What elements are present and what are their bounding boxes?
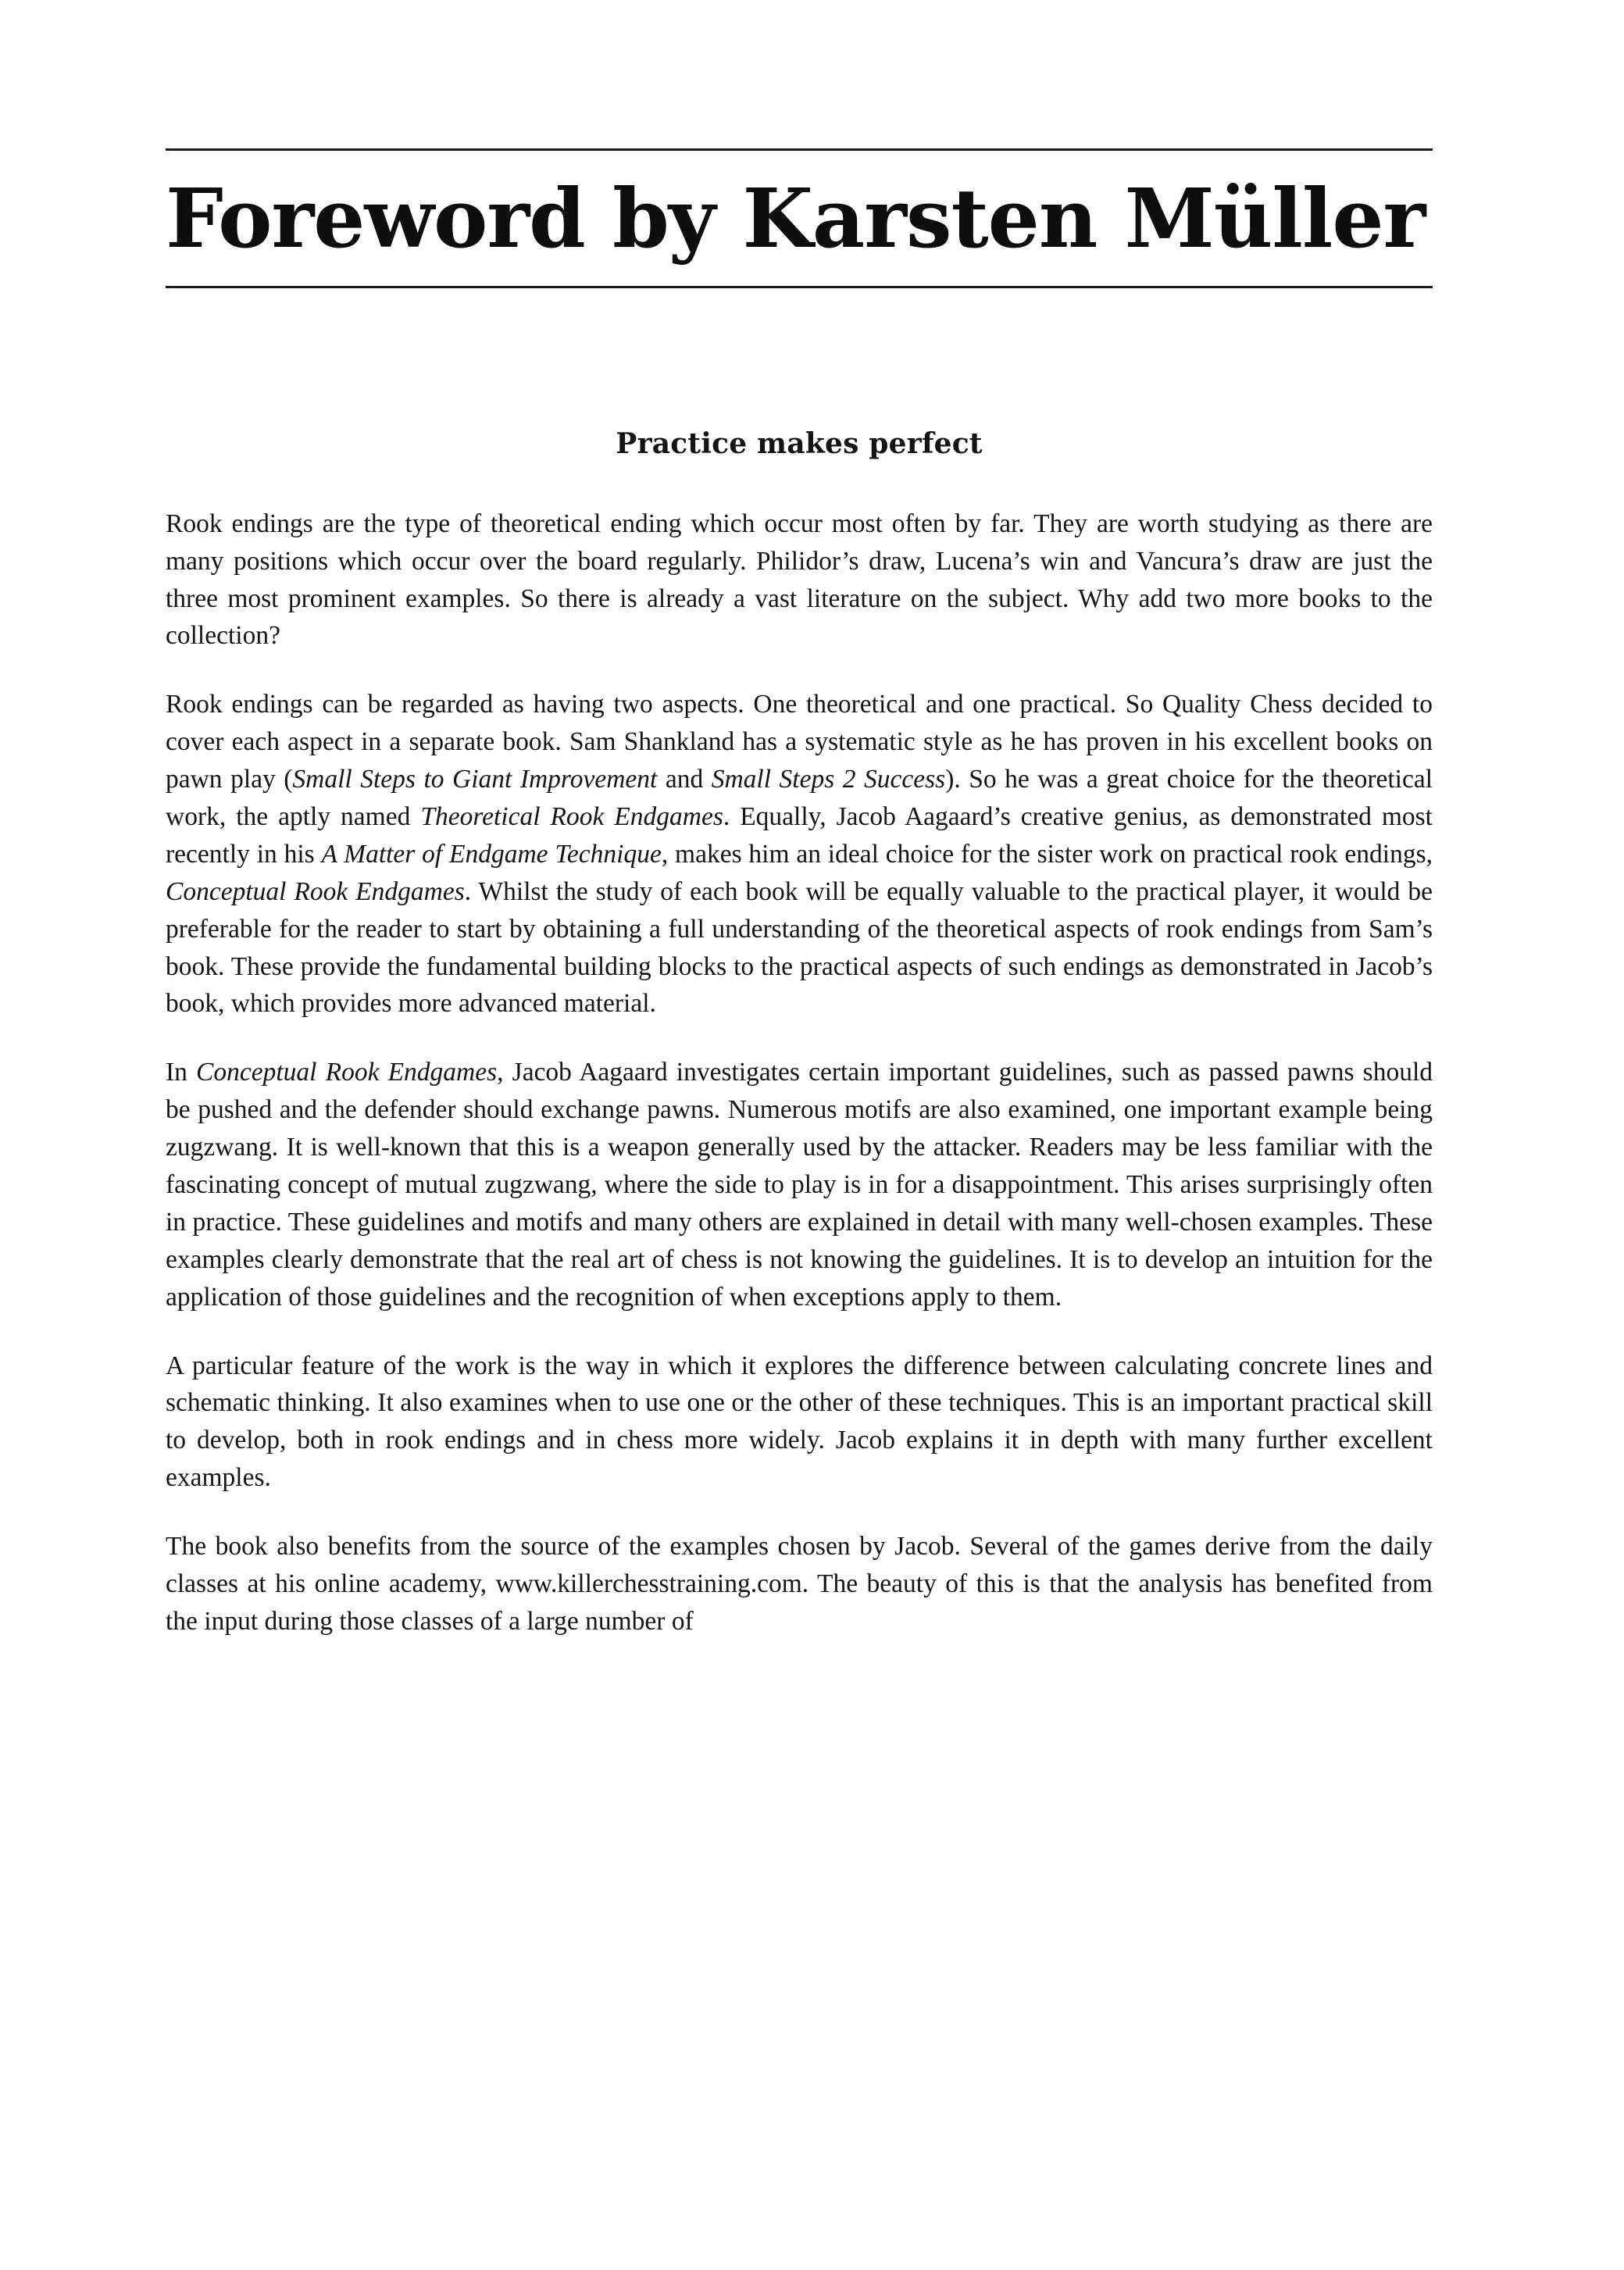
book-title-conceptual-rook-endgames-2: Conceptual Rook Endgames bbox=[196, 1058, 498, 1087]
paragraph-2-text-e: , makes him an ideal choice for the sister work on practical rook endings, bbox=[661, 839, 1433, 869]
book-title-matter-of-endgame-technique: A Matter of Endgame Technique bbox=[321, 839, 662, 869]
paragraph-3-text-b: , Jacob Aagaard investigates certain important guidelines, such as passed pawns should be pushed and the defender should exchange pawns. Numerous motifs are also examined, one important example being zugzwang. It is well-known that this is a weapon generally used by the attacker. Readers may be less familiar with the fascinating concept of mutual zugzwang, where the side to play is in for a disappointment. This arises surprisingly often in practice. These guidelines and motifs and many others are explained in detail with many well-chosen examples. These examples clearly demonstrate that the real art of chess is not knowing the guidelines. It is to develop an intuition for the application of those guidelines and the recognition of when exceptions apply to them. bbox=[166, 1058, 1433, 1312]
book-title-small-steps-giant-improvement: Small Steps to Giant Improvement bbox=[292, 765, 658, 794]
title-rule-bottom bbox=[166, 286, 1433, 288]
paragraph-5-text: The book also benefits from the source of the examples chosen by Jacob. Several of the games derive from the daily classes at his online academy, www.killerchesstraining.com. The beauty of this is that the analysis has benefited from the input during those classes of a large number of bbox=[166, 1532, 1433, 1636]
page-title: Foreword by Karsten Müller bbox=[166, 170, 1426, 266]
paragraph-4-text: A particular feature of the work is the way in which it explores the difference between calculating concrete lines and schematic thinking. It also examines when to use one or the other of these techniques. This is an important practical skill to develop, both in rook endings and in chess more widely. Jacob explains it in depth with many further excellent examples. bbox=[166, 1351, 1433, 1493]
title-rule-top bbox=[166, 148, 1433, 151]
book-title-conceptual-rook-endgames: Conceptual Rook Endgames bbox=[166, 876, 465, 906]
paragraph-1-text: Rook endings are the type of theoretical ending which occur most often by far. They are worth studying as there are many positions which occur over the board regularly. Philidor’s draw, Lucena’s win and Vancura’s draw are just the three most prominent examples. So there is already a vast literature on the subject. Why add two more books to the collection? bbox=[166, 509, 1433, 651]
paragraph-1 bbox=[166, 505, 1433, 655]
paragraph-2-text-d: . Equally, Jacob Aagaard’s creative genius, as demonstrated most recently in his bbox=[166, 801, 1433, 869]
page-content bbox=[166, 148, 1433, 1640]
paragraph-3 bbox=[166, 1054, 1433, 1315]
paragraph-5 bbox=[166, 1528, 1433, 1640]
paragraph-3-text-a: In bbox=[166, 1058, 197, 1087]
paragraph-4 bbox=[166, 1347, 1433, 1497]
paragraph-2-text-c: ). So he was a great choice for the theoretical work, the aptly named bbox=[166, 765, 1433, 831]
paragraph-2 bbox=[166, 686, 1433, 1023]
paragraph-2-text-a: Rook endings can be regarded as having two aspects. One theoretical and one practical. So Quality Chess decided to cover each aspect in a separate book. Sam Shankland has a systematic style as he has proven in his excellent books on pawn play ( bbox=[166, 690, 1433, 794]
book-title-theoretical-rook-endgames: Theoretical Rook Endgames bbox=[420, 801, 723, 831]
paragraph-2-text-f: . Whilst the study of each book will be equally valuable to the practical player, it would be preferable for the reader to start by obtaining a full understanding of the theoretical aspects of rook endings from Sam’s book. These provide the fundamental building blocks to the practical aspects of such endings as demonstrated in Jacob’s book, which provides more advanced material. bbox=[166, 876, 1433, 1019]
book-title-small-steps-2-success: Small Steps 2 Success bbox=[711, 765, 946, 794]
section-heading: Practice makes perfect bbox=[616, 427, 983, 460]
paragraph-2-text-b: and bbox=[657, 765, 712, 794]
